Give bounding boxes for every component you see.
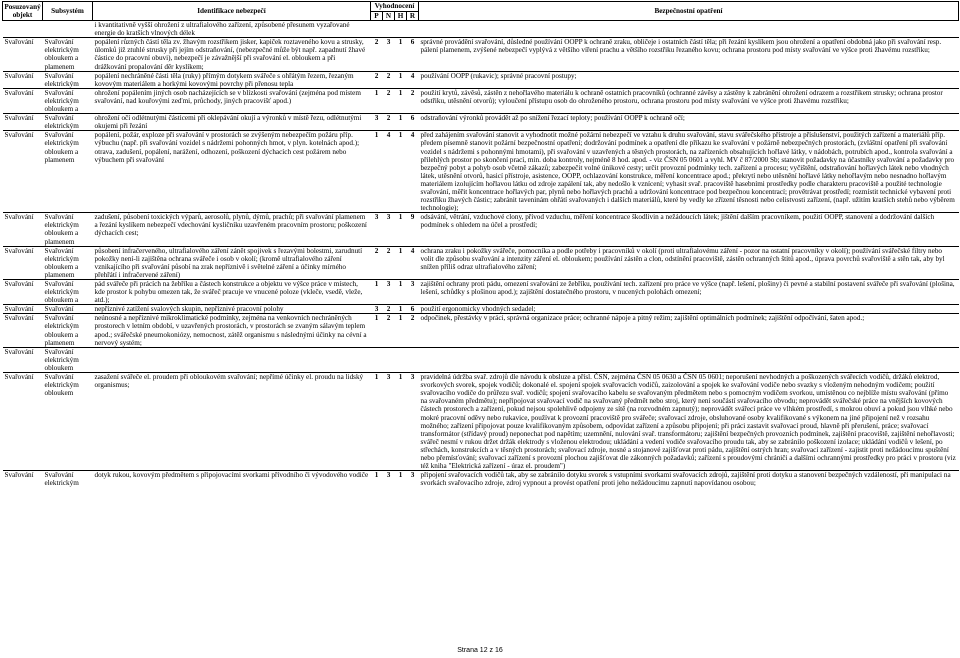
cell-score-p: 3 [371, 114, 383, 131]
cell-measures [419, 347, 959, 372]
cell-score-p: 1 [371, 471, 383, 488]
cell-subsystem: Svařování elektrickým obloukem a [43, 88, 93, 113]
cell-hazard: neúnosné a nepříznivé mikroklimatické podmínky, zejména na venkovních nechráněných prostorech v letním období, v uzavřených prostorách, v prostorách se zvaným sálavým teplem apod.; svářečské pneumokoniózy, nemocnost, zátěž organismu s následnými účinky na cévní a nervový systém; [93, 314, 371, 347]
cell-score-r: 9 [407, 213, 419, 246]
risk-assessment-table [2, 1, 959, 487]
cell-score-p: 1 [371, 280, 383, 305]
table-row [3, 280, 959, 305]
cell-subsystem: Svařování [43, 305, 93, 314]
cell-object: Svařování [3, 131, 43, 213]
cell-object: Svařování [3, 38, 43, 71]
cell-score-h: 1 [395, 213, 407, 246]
cell-score-h: 1 [395, 305, 407, 314]
cell-hazard: působení infračerveného, ultrafialového záření zánět spojivek s řezavými bolestmi, zarudnutí pokožky není-li zajištěna ochrana svářeče i osob v okolí; (kromě ultrafialového záření vznikajícího při svařování působí na zrak nepříznivě i světelné záření a účinky mírného přehřátí i infračervené záření) [93, 246, 371, 279]
cell-subsystem: Svařování elektrickým obloukem a plamenem [43, 314, 93, 347]
cell-score-h [395, 347, 407, 372]
cell-subsystem: Svařování elektrickým obloukem a plamenem [43, 213, 93, 246]
cell-score-r: 2 [407, 314, 419, 347]
cell-score-p: 1 [371, 131, 383, 213]
cell-score-n: 2 [383, 314, 395, 347]
cell-score-p: 3 [371, 305, 383, 314]
cell-hazard: ohrožení popálením jiných osob nacházejících se v blízkosti svařování (zejména pod místem svařování, nad kouřovými zeďmi, průchody, jiných pracovišť apod.) [93, 88, 371, 113]
cell-hazard: i kvantitativně vyšší ohrožení z ultrafialového zařízení, způsobené přesunem vyzařované energie do kratších vlnových délek [94, 21, 350, 38]
cell-hazard: dotyk rukou, kovovým předmětem s připojovacími svorkami přívodního či vývodového vodiče [93, 471, 371, 488]
cell-score-r: 2 [407, 88, 419, 113]
cell-object [3, 21, 43, 38]
cell-measures: odpočinek, přestávky v práci, správná organizace práce; ochranné nápoje a pitný režim; zajištění optimálních podmínek; zajištění odpočívání, šaten apod.; [419, 314, 959, 347]
cell-object: Svařování [3, 347, 43, 372]
cell-measures: odstraňování výronků provádět až po snížení řezací teploty; používání OOPP k ochraně očí; [419, 114, 959, 131]
cell-score-r: 6 [407, 114, 419, 131]
header-p: P [371, 12, 383, 21]
cell-subsystem: Svařování elektrickým obloukem a plamenem [43, 38, 93, 71]
cell-object: Svařování [3, 71, 43, 88]
cell-object: Svařování [3, 471, 43, 488]
cell-score-r: 4 [407, 131, 419, 213]
cell-score-r: 6 [407, 305, 419, 314]
cell-score-h: 1 [395, 471, 407, 488]
cell-score-p [371, 347, 383, 372]
table-row [3, 88, 959, 113]
cell-score-r: 3 [407, 373, 419, 471]
cell-measures: odsávání, větrání, vzduchové clony, přívod vzduchu, měření koncentrace škodlivin a nežádoucích látek; jištění dalším pracovníkem, použití OOPP, stanovení a dodržování dalších podmínek s ohledem na účel a prostředí; [419, 213, 959, 246]
cell-score-h: 1 [395, 314, 407, 347]
cell-score-n: 3 [383, 213, 395, 246]
cell-score-r: 6 [407, 38, 419, 71]
cell-score-h: 1 [395, 71, 407, 88]
table-row [3, 213, 959, 246]
cell-subsystem: Svařování elektrickým [43, 71, 93, 88]
cell-score-h: 1 [395, 114, 407, 131]
cell-hazard: nepříznivé zatížení svalových skupin, nepříznivé pracovní polohy [93, 305, 371, 314]
cell-score-p [371, 21, 383, 38]
page-number: Strana 12 z 16 [457, 647, 503, 654]
cell-subsystem [43, 21, 93, 38]
cell-hazard: zasažení svářeče el. proudem při obloukovém svařování; nepřímé účinky el. proudu na lidský organismus; [93, 373, 371, 471]
cell-hazard: popálení různých částí těla zv. žhavým rozstřikem jisker, kapiček roztaveného kovu a strusky, úlomků již ztuhlé strusky při jejím odstraňování, (nebezpečné může být např. zapadnutí žhavé částice do pracovní obuvi), nebezpečí je závažnější při svařování el. obloukem a při drážkování propalování děr kyslíkem; [93, 38, 371, 71]
cell-score-r: 3 [407, 471, 419, 488]
cell-object: Svařování [3, 305, 43, 314]
cell-score-h: 1 [395, 38, 407, 71]
table-row [3, 114, 959, 131]
cell-subsystem: Svařování elektrickým obloukem a [43, 280, 93, 305]
cell-subsystem: Svařování elektrickým [43, 114, 93, 131]
cell-hazard [93, 347, 371, 372]
cell-score-n [383, 347, 395, 372]
cell-measures: správné provádění svařování, důsledné používání OOPP k ochraně zraku, obličeje i ostatních částí těla; při řezání kyslíkem jsou ohrožení a opatření obdobná jako při svařování resp. pálení plamenem, zvýšené nebezpečí vyplývá z většího víření prachu a většího rozstřiku řezaného kovu; ochrana prostoru pod místy svařování ve výšce proti žhavému rozstřiku; [419, 38, 959, 71]
table-row [3, 347, 959, 372]
cell-score-p: 2 [371, 38, 383, 71]
table-row [3, 246, 959, 279]
cell-score-p: 3 [371, 213, 383, 246]
cell-score-p: 2 [371, 71, 383, 88]
table-row [3, 373, 959, 471]
cell-score-p: 2 [371, 246, 383, 279]
table-row [3, 131, 959, 213]
cell-hazard: ohrožení očí odlétnutými částicemi při oklepávání okují a výronků v místě řezu, odlétnutými okujemi při řezání [93, 114, 371, 131]
table-row [3, 21, 959, 38]
cell-score-r: 4 [407, 71, 419, 88]
cell-score-h: 1 [395, 373, 407, 471]
table-header-row [3, 2, 959, 12]
cell-score-n: 4 [383, 131, 395, 213]
table-row [3, 38, 959, 71]
cell-score-p: 1 [371, 88, 383, 113]
table-row [3, 471, 959, 488]
cell-score-n: 2 [383, 114, 395, 131]
cell-measures: pravidelná údržba svař. zdrojů dle návodu k obsluze a přísl. ČSN, zejména ČSN 05 0630 a ČSN 05 0601; neporušení nevhodných a poškozených svářecích vodičů, držáků elektrod, svorkových svorek, spojek vodičů; dokonalé el. spojení spojek svařovacích vodičů, zaizolování a spojek ke svařování vodiče nebo svazky s vloženým nehodným vodičem; použití svařovacího vodiče do průřezu svař. vodičů; spojení svařovacího kabelu se svařovaným předmětem nebo s pomocným vodičem svorkou, umístěnou co nejblíže místu svařování (přímo na svařovaném předmětu); nepřipojovat svařovací vodič na svařovaný předmět nebo stroj, který není součástí svařovacího obvodu; neprovádět svářečské práce na vnějších kovových částech prostorech a zařízení, pokud nejsou spolehlivě odpojeny ze sítě (na rozvodném zapnutý); neprovádět svářecí práce ve vlhkém prostředí, s mokrou obuví a pokud jsou vlhké nebo mokré pracovní oděvy nebo rukavice, používat k provozní pracoviště pro svářeče; svařovací zdroje, obsluhované osoby kvalifikované s výkonem na jiné připojení než v rozsahu možného; zařízení připojovat pouze kvalifikovaným způsobem, odpovídat zařízení a způsobu připojení; při práci zastavit svařovací proud, hlavně při přerušení, práce; svařovací transformátor (střídavý proud) neponechat pod napětím; uzemnění, nulování svař. transformátoru; zajištění bezpečných provozních podmínek, zajištění pracoviště, zajištění nehořlavosti; svářeč nesmí v rukou držet držák elektrody s vloženou elektrodou; ukládání a vedení vodiče svařovacího proudu tak, aby se zabránilo poškození izolace; ukládání vodičů v lešení, po střechách, konstrukcích a v těsných prostorách; svařovací zdroje, nosné a stojanové zajišťovat proti pádu, zajištění ostrých hran; svařovací zařízení - zajistit proti nežádoucímu spuštění nebo přemísťování; svařovací zařízení s provozní plochou zajišťovat dle zákonných požadavků; zařízení s proudovými chrániči a dalšími ochrannými prostředky pro práci v prostoru (viz též kniha "Elektrická zařízení - úraz el. proudem") [419, 373, 959, 471]
cell-score-h: 1 [395, 280, 407, 305]
header-hazard: Identifikace nebezpečí [93, 2, 371, 21]
cell-score-n: 2 [383, 88, 395, 113]
cell-subsystem: Svařování elektrickým [43, 471, 93, 488]
cell-score-h: 1 [395, 131, 407, 213]
cell-score-h: 1 [395, 246, 407, 279]
cell-score-n [383, 21, 395, 38]
cell-score-n: 2 [383, 305, 395, 314]
cell-hazard: popálení, požár, exploze při svařování v prostorách se zvýšeným nebezpečím požáru příp. výbuchu (např. při svařování vozidel s nádržemi pohonných hmot, v plyn. kotelnách apod.); otrava, zadušení, popálení, narážení, odhození, poškození dýchacích cest požárem nebo výbuchem při svařování [93, 131, 371, 213]
header-subsystem: Subsystém [43, 2, 93, 21]
cell-hazard: popálení nechráněné části těla (ruky) přímým dotykem svářeče s ohřátým řezem, řezaným kovovým materiálem a horkými kovovými povrchy při přenosu tepla [93, 71, 371, 88]
cell-score-n: 3 [383, 373, 395, 471]
cell-score-r: 4 [407, 246, 419, 279]
cell-object: Svařování [3, 314, 43, 347]
cell-score-p: 1 [371, 314, 383, 347]
cell-score-n: 3 [383, 471, 395, 488]
cell-measures: připojení svařovacích vodičů tak, aby se zabránilo dotyku svorek s vstupními svorkami svařovacích zdrojů, zajištění proti dotyku a stanovení bezpečných vzdáleností, při manipulaci na svorkách svařovacího zdroje, zdroj vypnout a provést opatření proti jeho nežádoucímu zapnutí napovídanou osobou; [419, 471, 959, 488]
cell-score-r [407, 21, 419, 38]
header-h: H [395, 12, 407, 21]
header-object: Posuzovaný objekt [4, 2, 41, 20]
cell-score-n: 3 [383, 280, 395, 305]
cell-measures: před zahájením svařování stanovit a vyhodnotit možné požární nebezpečí ve vztahu k druhu svařování, stavu svářečského přístroje a příslušenství, použitých zařízení a materiálů příp. předem písemně stanovit požární bezpečnostní opatření; dodržování podmínek a opatření dle příkazu ke svařování v požárně nebezpečných prostorách, (zvláštní opatření při svařování vozidel s nádržemi s pohonnými hmotami), při svařování v uzavřených a těsných prostorách, na zařízeních obsahujících hořlavé látky, v nádobách, potrubích apod., kontrola svařování a přilehlých prostor po skončení prací, min. doba kontroly, nejméně 8 hod. apod. - viz ČSN 05 0601 a vyhl. MV č 87/2000 Sb; stanovit požadavky na účastníky svařování a požadavky pro bezpečný pobyt a pohyb osob včetně zákazů; zabezpečit volné únikové cesty; určit provozní podmínky tech. zařízení a procesu; vyčištění, odstraňování hořlavých látek nebo vhodných látek, utěsnění otvorů, hasicí přístroje, asistence, OOPP, ochlazování konstrukce, měření koncentrace apod.; překrytí nebo utěsnění hořlavé látky nehořlavým nebo nesnadno hořlavým materiálem izolujícím hořlavou látku od zdroje zapálení tak, aby nedošlo k vznícení; vyhasit svař. pracoviště hasebními prostředky podle charakteru pracoviště a použité technologie svařování, měřit koncentrace hořlavých par, plynů nebo hořlavých prachů a udržování koncentrace pod bezpečnou koncentrací; provětrávat prostředí; rozmístit technické vybavení proti rozstřiku žhavých částic; zabránit taveninám ohřátí svařovaných i dalších materiálů, které by vedly ke zřízení těsnosti nebo celistvosti zařízení, (např. užitím kratších stehů nebo výběrem technologie); [419, 131, 959, 213]
cell-subsystem: Svařování elektrickým obloukem a plamenem [43, 131, 93, 213]
cell-measures: použití ergonomicky vhodných sedadel; [419, 305, 959, 314]
cell-score-n: 3 [383, 38, 395, 71]
header-measures: Bezpečnostní opatření [419, 2, 959, 21]
cell-object: Svařování [3, 280, 43, 305]
cell-score-n: 2 [383, 71, 395, 88]
header-n: N [383, 12, 395, 21]
cell-measures: používání OOPP (rukavic); správné pracovní postupy; [419, 71, 959, 88]
cell-object: Svařování [3, 373, 43, 471]
cell-subsystem: Svařování elektrickým obloukem a plamenem [43, 246, 93, 279]
cell-score-n: 2 [383, 246, 395, 279]
table-row [3, 314, 959, 347]
cell-measures [419, 21, 959, 38]
cell-subsystem: Svařování elektrickým obloukem [43, 347, 93, 372]
cell-hazard: pád svářeče při prácích na žebříku a částech konstrukce a objektu ve výšce práce v místech, kde prostor k pohybu omezen tak, že svářeč pracuje ve vnucené poloze (vkleče, vsedě, vleže, atd.); [93, 280, 371, 305]
header-eval: Vyhodnocení [371, 2, 419, 12]
cell-subsystem: Svařování elektrickým obloukem [43, 373, 93, 471]
cell-measures: použití krytů, závěsů, zástěn z nehořlavého materiálu k ochraně ostatních pracovníků (ochranné závěsy a zástěny k zabránění ohrožení odrazem a rozstřikem strusky; ochrana prostor odstřiku, utěsnění otvorů); vyloučení přístupu osob do ohroženého prostoru, ochrana prostoru pod místy svařování ve výšce proti žhavému rozstřiku; [419, 88, 959, 113]
cell-score-r [407, 347, 419, 372]
cell-score-h: 1 [395, 88, 407, 113]
table-row [3, 71, 959, 88]
table-row [3, 305, 959, 314]
cell-score-p: 1 [371, 373, 383, 471]
cell-score-r: 3 [407, 280, 419, 305]
cell-object: Svařování [3, 114, 43, 131]
cell-score-h [395, 21, 407, 38]
cell-hazard: zadušení, působení toxických výparů, aerosolů, plynů, dýmů, prachů; při svařování plamenem a řezání kyslíkem nebezpečí vdechování kysličníku uzavřeném pracovním prostoru; poškození dýchacích cest; [93, 213, 371, 246]
cell-object: Svařování [3, 213, 43, 246]
header-r: R [407, 12, 419, 21]
cell-measures: zajištění ochrany proti pádu, omezení svařování ze žebříku, používání tech. zařízení pro práce ve výšce (např. lešení, plošiny) či pevné a stabilní postavení svářeče při svařování (plošina, lešení, schůdky s plošinou apod.); zajištění dostatečného prostoru, v nucených polohách omezení; [419, 280, 959, 305]
cell-measures: ochrana zraku i pokožky svářeče, pomocníka a podle potřeby i pracovníků v okolí (proti ultrafialovému záření - pozor na ostatní pracovníky v okolí); používání svářečské filtry nebo volit dle způsobu svařování a intenzity záření el. obloukem; používání zástěn a clon, odstínění pracoviště, zástěn ochranných štítů apod., úprava povrchů svařoviště a stěn tak, aby byl snížen příliš odraz ultrafialového záření; [419, 246, 959, 279]
cell-object: Svařování [3, 88, 43, 113]
cell-object: Svařování [3, 246, 43, 279]
